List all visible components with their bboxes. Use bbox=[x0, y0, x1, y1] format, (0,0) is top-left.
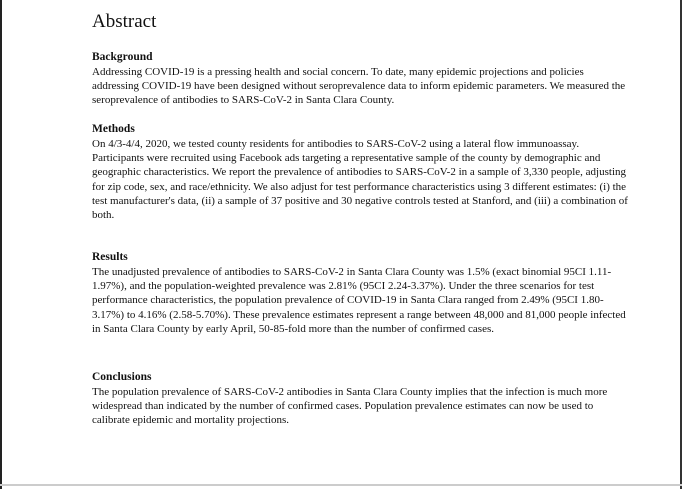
right-border bbox=[680, 0, 682, 489]
section-conclusions bbox=[92, 370, 632, 428]
section-text-conclusions: The population prevalence of SARS-CoV-2 antibodies in Santa Clara County implies that the infection is much more widespread than indicated by the number of confirmed cases. Population prevalence estimates can now be used to calibrate epidemic and mortality projections. bbox=[92, 386, 608, 427]
bottom-border bbox=[0, 484, 682, 486]
section-results bbox=[92, 250, 632, 336]
section-methods bbox=[92, 122, 632, 222]
section-text-background: Addressing COVID-19 is a pressing health and social concern. To date, many epidemic projections and policies addressing COVID-19 have been designed without seroprevalence data to inform epidemic parameters. We measured the seroprevalence of antibodies to SARS-CoV-2 in Santa Clara County. bbox=[92, 66, 626, 107]
section-heading-methods: Methods bbox=[92, 123, 135, 135]
section-text-results: The unadjusted prevalence of antibodies to SARS-CoV-2 in Santa Clara County was 1.5% (exact binomial 95CI 1.11-1.97%), and the population-weighted prevalence was 2.81% (95CI 2.24-3.37%). Under the three scenarios for test performance characteristics, the population prevalence of COVID-19 in Santa Clara ranged from 2.49% (95CI 1.80-3.17%) to 4.16% (2.58-5.70%). These prevalence estimates represent a range between 48,000 and 81,000 people infected in Santa Clara County by early April, 50-85-fold more than the number of confirmed cases. bbox=[92, 266, 626, 335]
abstract-title: Abstract bbox=[92, 11, 157, 32]
section-text-methods: On 4/3-4/4, 2020, we tested county residents for antibodies to SARS-CoV-2 using a lateral flow immunoassay. Participants were recruited using Facebook ads targeting a representative sample of the county by demographic and geographic characteristics. We report the prevalence of antibodies to SARS-CoV-2 in a sample of 3,330 people, adjusting for zip code, sex, and race/ethnicity. We also adjust for test performance characteristics using 3 different estimates: (i) the test manufacturer's data, (ii) a sample of 37 positive and 30 negative controls tested at Stanford, and (iii) a combination of both. bbox=[92, 138, 628, 222]
left-border bbox=[0, 0, 2, 489]
section-heading-results: Results bbox=[92, 251, 128, 263]
section-heading-conclusions: Conclusions bbox=[92, 371, 152, 383]
section-background bbox=[92, 50, 632, 108]
section-heading-background: Background bbox=[92, 51, 153, 63]
